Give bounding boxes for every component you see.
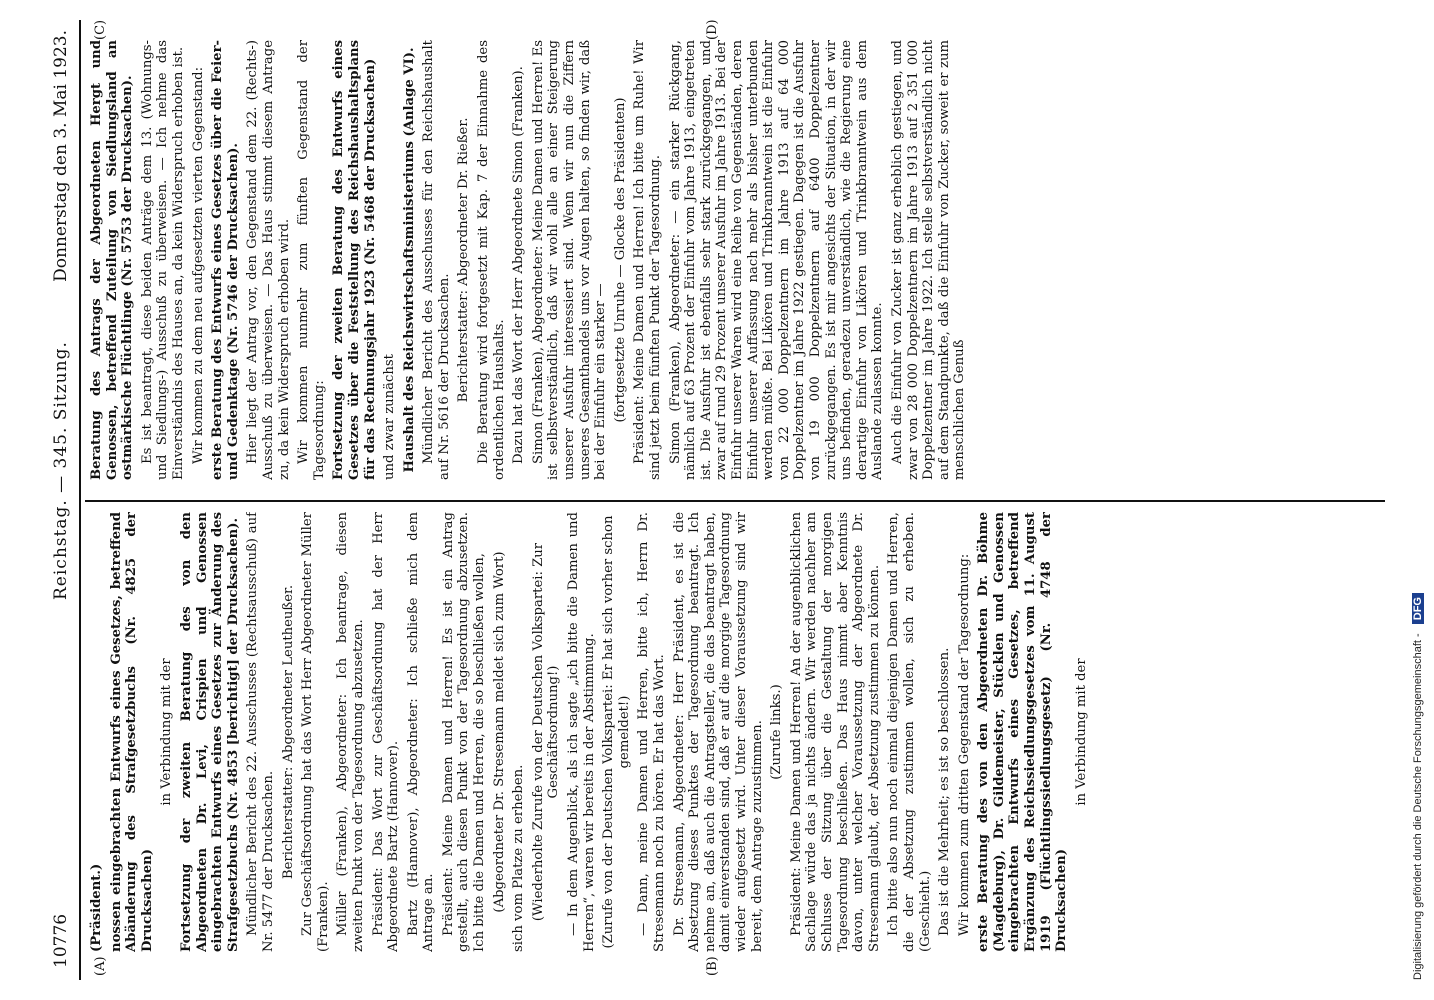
paragraph: Es ist beantragt, diese beiden Anträge dem 13. (Wohnungs- und Siedlungs-) Ausschuß zu überweisen. — Ich nehme das Einverständnis des Hauses an, da kein Widerspruch erhoben ist. <box>139 40 186 480</box>
session-title: Reichstag. — 345. Sitzung. <box>51 341 71 600</box>
margin-marker-a: (A) <box>93 956 108 976</box>
rotated-page <box>45 20 1395 980</box>
paragraph: Wir kommen zum dritten Gegenstand der Tagesordnung: <box>956 553 972 936</box>
paragraph: Wir kommen zu dem neu aufgesetzten vierten Gegenstand: <box>190 66 206 464</box>
page-number: 10776 <box>51 913 71 968</box>
agenda-item: Beratung des Antrags der Abgeordneten Hergt und Genossen, betreffend Zuteilung von Siedlungsland an ostmärkische Flüchtlinge (Nr. 5753 der Drucksachen). <box>89 40 136 480</box>
speaker-tag: (Präsident.) <box>89 863 104 952</box>
connector-text: in Verbindung mit der <box>159 658 175 806</box>
connector-text: und zwar zunächst <box>382 354 398 480</box>
speech: Präsident: Meine Damen und Herren! Ich bitte um Ruhe! Wir sind jetzt beim fünften Punkt der Tagesordnung. <box>632 40 663 480</box>
left-column <box>89 512 1379 952</box>
interjection: (Abgeordneter Dr. Stresemann meldet sich zum Wort) <box>491 551 507 913</box>
paragraph: Hier liegt der Antrag vor, den Gegenstand dem 22. (Rechts-) Ausschuß zu überweisen. — Das Haus stimmt diesem Antrage zu, da kein Widerspruch erhoben wird. <box>245 40 292 480</box>
credit-text: Digitalisierung gefördert durch die Deutsche Forschungsgemeinschaft - <box>1412 633 1424 980</box>
paragraph: Dazu hat das Wort der Herr Abgeordnete Simon (Franken). <box>511 66 527 464</box>
dfg-logo: DFG <box>1412 593 1424 624</box>
agenda-item: erste Beratung des Entwurfs eines Gesetzes über die Feier- und Gedenktage (Nr. 5746 der Drucksachen). <box>210 40 241 480</box>
paragraph: — Dann, meine Damen und Herren, bitte ich, Herrn Dr. Stresemann noch zu hören. Er hat das Wort. <box>636 512 667 952</box>
agenda-item: Haushalt des Reichswirtschaftsministeriums (Anlage VI). <box>401 47 417 473</box>
session-date: Donnerstag den 3. Mai 1923. <box>51 30 71 282</box>
right-column <box>89 40 1379 480</box>
interjection: (Wiederholte Zurufe von der Deutschen Volkspartei: Zur Geschäftsordnung!) <box>530 542 562 922</box>
speech: Müller (Franken), Abgeordneter: Ich beantrage, diesen zweiten Punkt von der Tagesordnung abzusetzen. <box>335 512 366 952</box>
paragraph: Die Beratung wird fortgesetzt mit Kap. 7 der Einnahme des ordentlichen Haushalts. <box>476 40 507 480</box>
report-note: Mündlicher Bericht des 22. Ausschusses (Rechtsausschuß) auf Nr. 5477 der Drucksachen. <box>245 512 276 952</box>
paragraph: Zur Geschäftsordnung hat das Wort Herr Abgeordneter Müller (Franken). <box>300 512 331 952</box>
agenda-item: nossen eingebrachten Entwurfs eines Gesetzes, betreffend Abänderung des Strafgesetzbuchs (Nr. 4825 der Drucksachen) <box>108 512 155 952</box>
margin-marker-d: (D) <box>705 19 720 40</box>
paragraph: Auch die Einfuhr von Zucker ist ganz erheblich gestiegen, und zwar von 28 000 Doppelzentnern im Jahre 1913 auf 2 351 000 Doppelzentner im Jahre 1922. Ich stelle selbstverständlich nicht auf dem Standpunkte, daß die Einfuhr von Zucker, soweit er zum menschlichen Genuß <box>889 40 968 480</box>
speech: Simon (Franken), Abgeordneter: Meine Damen und Herren! Es ist selbstverständlich, daß wir wohl alle an einer Steigerung unserer Ausfuhr interessiert sind. Wenn wir nun die Ziffern unseres Gesamthandels uns vor Augen halten, so finden wir, daß bei der Einfuhr ein starker — <box>530 40 609 480</box>
page-header <box>45 20 81 980</box>
speech: Simon (Franken), Abgeordneter: — ein starker Rückgang, nämlich auf 63 Prozent der Einfuhr vom Jahre 1913, eingetreten ist. Die Ausfuhr ist ebenfalls sehr stark zurückgegangen, und zwar auf rund 29 Prozent unserer Ausfuhr im Jahre 1913. Bei der Einfuhr unserer Waren wird eine Reihe von Gegenständen, deren Einfuhr unserer Auffassung nach mehr als bisher unterbunden werden müßte. Bei Likören und Trinkbranntwein ist die Einfuhr von 22 000 Doppelzentnern im Jahre 1913 auf 64 000 Doppelzentner im Jahre 1922 gestiegen. Dagegen ist die Ausfuhr von 19 000 Doppelzentnern auf 6400 Doppelzentner zurückgegangen. Es ist mir angesichts der Situation, in der wir uns befinden, geradezu unverständlich, wie die Regierung eine derartige Einfuhr von Likören und Trinkbranntwein aus dem Auslande zulassen konnte. <box>667 40 886 480</box>
report-note: Mündlicher Bericht des Ausschusses für den Reichshaushalt auf Nr. 5616 der Drucksachen. <box>421 40 452 480</box>
speech: Dr. Stresemann, Abgeordneter: Herr Präsident, es ist die Absetzung dieses Punktes der Tagesordnung beantragt. Ich nehme an, daß auch die Antragsteller, die das beantragt haben, damit einverstanden sind, daß er auf die morgige Tagesordnung wieder aufgesetzt wird. Unter dieser Voraussetzung sind wir bereit, dem Antrage zuzustimmen. <box>671 512 765 952</box>
speech: Präsident: Das Wort zur Geschäftsordnung hat der Herr Abgeordnete Bartz (Hannover). <box>370 512 402 952</box>
paragraph: sich vom Platze zu erheben. <box>511 764 527 952</box>
interjection: (Zurufe von der Deutschen Volkspartei: Er hat sich vorher schon gemeldet!) <box>601 515 632 949</box>
speech: Bartz (Hannover), Abgeordneter: Ich schließe mich dem Antrage an. <box>405 512 437 952</box>
agenda-item: erste Beratung des von den Abgeordneten Dr. Böhme (Magdeburg), Dr. Gildemeister, Stücklen und Genossen eingebrachten Entwurfs eines Gesetzes, betreffend Ergänzung des Reichssiedlungsgesetzes vom 11. August 1919 (Flüchtlingssiedlungsgesetz) (Nr. 4748 der Drucksachen) <box>976 512 1070 952</box>
digitization-credit <box>1412 20 1432 980</box>
column-divider <box>85 500 1385 502</box>
rapporteur: Berichterstatter: Abgeordneter Dr. Rießer. <box>456 117 472 403</box>
paragraph: — In dem Augenblick, als ich sagte „ich bitte die Damen und Herren“, waren wir bereits in der Abstimmung. <box>566 512 597 952</box>
margin-marker-b: (B) <box>705 956 720 976</box>
interjection: (Zurufe links.) <box>769 684 785 780</box>
speech: Präsident: Meine Damen und Herren! An der augenblicklichen Sachlage würde das ja nichts ändern. Wir werden nachher am Schlusse der Sitzung über die Gestaltung der morgigen Tagesordnung beschließen. Das Haus nimmt aber Kenntnis davon, unter welcher Voraussetzung der Abgeordnete Dr. Stresemann glaubt, der Absetzung zustimmen zu können. <box>788 512 882 952</box>
interjection: (fortgesetzte Unruhe — Glocke des Präsidenten) <box>612 97 628 423</box>
connector-text: in Verbindung mit der <box>1073 658 1089 806</box>
agenda-item: Fortsetzung der zweiten Beratung des von den Abgeordneten Dr. Levi, Crispien und Genossen eingebrachten Entwurfs eines Gesetzes zur Änderung des Strafgesetzbuchs (Nr. 4853 [berichtigt] der Drucksachen). <box>178 512 241 952</box>
agenda-item: Fortsetzung der zweiten Beratung des Entwurfs eines Gesetzes über die Feststellung des Reichshaushaltsplans für das Rechnungsjahr 1923 (Nr. 5468 der Drucksachen) <box>331 40 378 480</box>
paragraph: Ich bitte also nun noch einmal diejenigen Damen und Herren, die der Absetzung zustimmen wollen, sich zu erheben. (Geschieht.) <box>886 512 933 952</box>
paragraph: Wir kommen nunmehr zum fünften Gegenstand der Tagesordnung: <box>296 40 327 480</box>
speech: Präsident: Meine Damen und Herren! Es ist ein Antrag gestellt, auch diesen Punkt von der Tagesordnung abzusetzen. Ich bitte die Damen und Herren, die so beschließen wollen, <box>440 512 488 952</box>
paragraph: Das ist die Mehrheit; es ist so beschlossen. <box>937 647 953 936</box>
rapporteur: Berichterstatter: Abgeordneter Leutheußer. <box>280 584 296 880</box>
margin-marker-c: (C) <box>93 19 108 40</box>
